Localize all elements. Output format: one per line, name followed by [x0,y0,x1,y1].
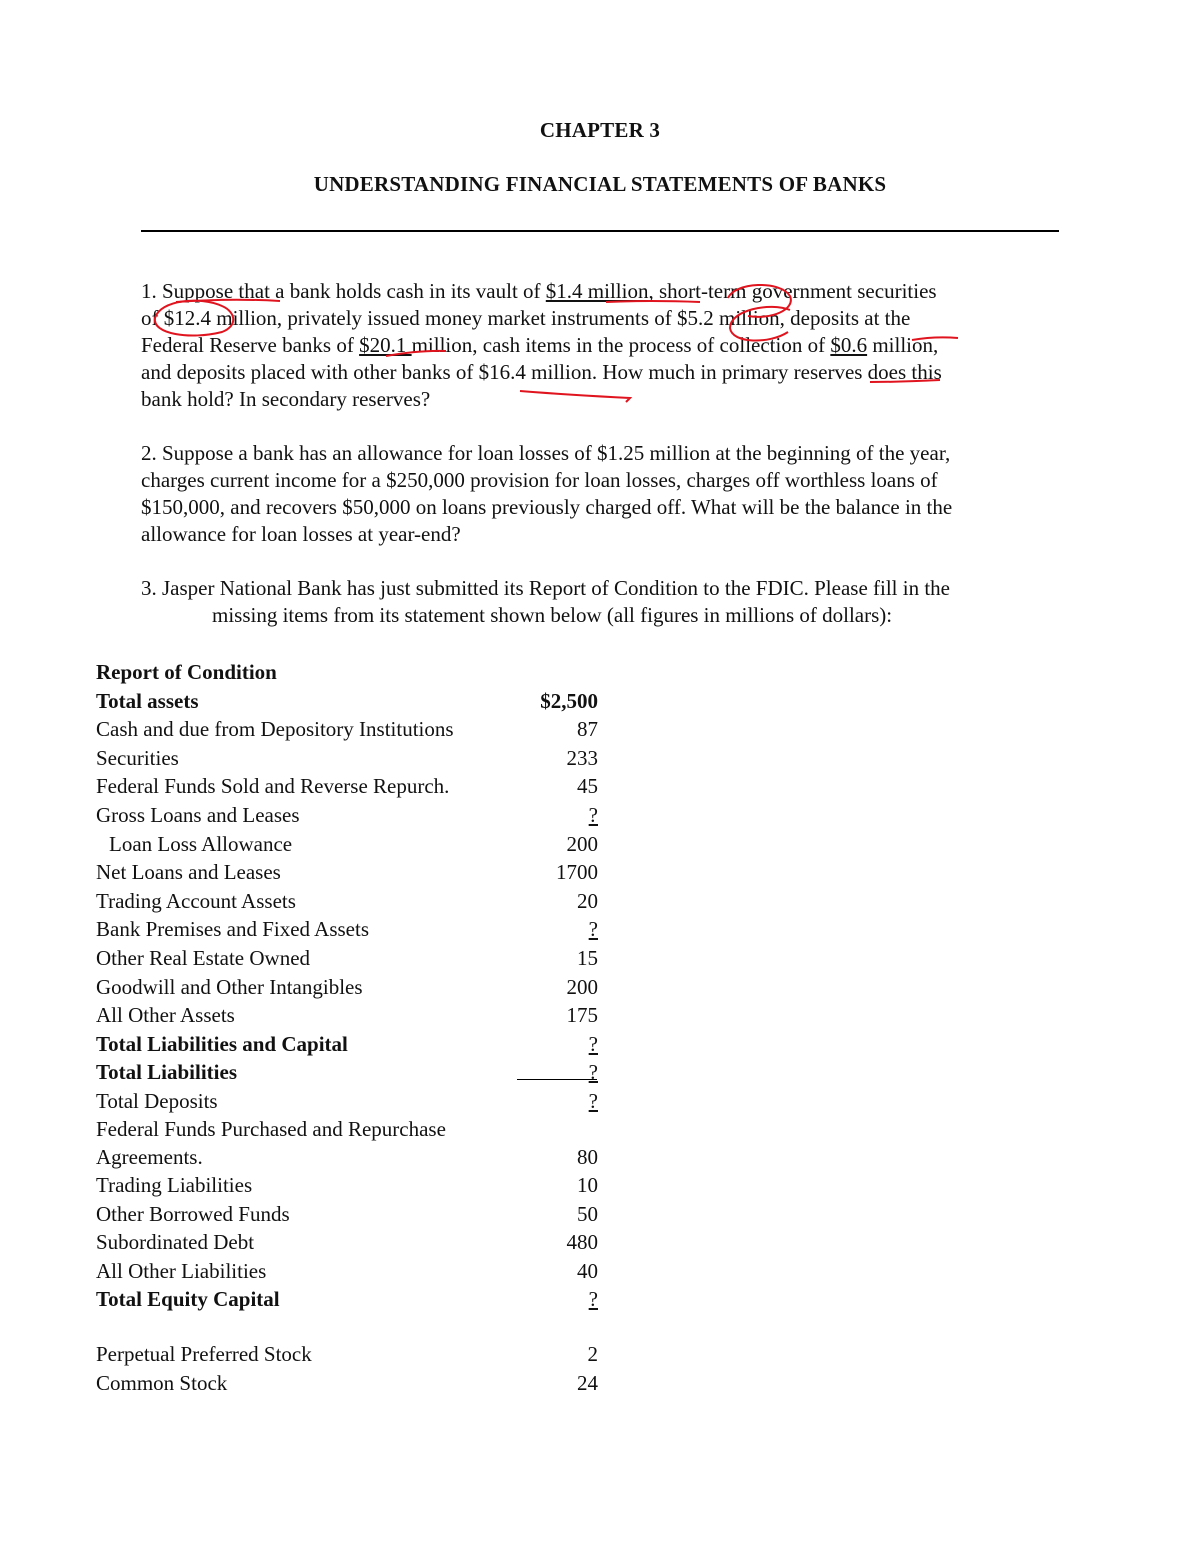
row-value: 24 [577,1370,598,1395]
q1-line-3 [141,332,938,359]
table-row [96,1200,616,1229]
q3-line-2: missing items from its statement shown below (all figures in millions of dollars): [212,603,893,627]
row-value: 200 [566,974,598,999]
q1-line-1 [141,278,937,305]
q2-line-3: $150,000, and recovers $50,000 on loans previously charged off. What will be the balance in the [141,495,953,519]
row-value: $2,500 [540,688,598,713]
row-value: 200 [566,831,598,856]
row-value: 175 [566,1003,598,1028]
row-label: Net Loans and Leases [96,860,281,885]
row-value: 50 [577,1201,598,1226]
row-label: All Other Assets [96,1003,235,1028]
row-value: 45 [577,774,598,799]
report-of-condition-table [96,658,616,1397]
row-label: Total Liabilities [96,1060,238,1085]
row-label: Agreements. [96,1144,203,1169]
row-value-missing: ? [588,1031,598,1056]
annotation-underline-16-4-million [520,391,630,402]
row-label: All Other Liabilities [96,1258,267,1283]
q1-line-1-text-a: 1. Suppose that a bank holds cash in its vault of [141,279,546,303]
row-label: Federal Funds Purchased and Repurchase [96,1116,446,1141]
table-row [96,1340,616,1369]
title-divider [141,230,1059,232]
row-value: 40 [577,1258,598,1283]
table-row [96,830,616,859]
q2-line-4: allowance for loan losses at year-end? [141,522,461,546]
row-label: Goodwill and Other Intangibles [96,974,363,999]
row-value-missing: ? [588,1287,598,1312]
table-row [96,944,616,973]
row-value: 1700 [556,860,598,885]
report-title: Report of Condition [96,660,277,684]
row-value-missing: ? [588,1088,598,1113]
table-row [96,1087,616,1116]
q1-collection-items: $0.6 [830,333,868,357]
row-label: Total Deposits [96,1088,218,1113]
table-row [96,801,616,830]
table-spacer [96,1314,616,1340]
q1-vault-cash: $1.4 million [545,279,649,303]
row-label: Total Equity Capital [96,1287,280,1312]
table-row [96,915,616,944]
row-value: 80 [577,1144,598,1169]
row-value-missing: ? [588,802,598,827]
row-value: 20 [577,888,598,913]
chapter-title: UNDERSTANDING FINANCIAL STATEMENTS OF BANKS [313,172,887,196]
row-value: 15 [577,945,598,970]
q1-line-3-text-c: million, cash items in the process of collection of [411,333,831,357]
row-label: Total assets [96,688,199,713]
table-row [96,687,616,716]
q1-line-4: and deposits placed with other banks of $16.4 million. How much in primary reserves does this [141,360,942,384]
row-label: Federal Funds Sold and Reverse Repurch. [96,774,450,799]
table-row [96,1143,616,1172]
table-row [96,887,616,916]
table-row [96,1257,616,1286]
q1-line-1-text-c: , short-term government securities [648,279,937,303]
table-row [96,715,616,744]
row-label: Cash and due from Depository Institutions [96,717,454,742]
row-label: Bank Premises and Fixed Assets [96,917,369,942]
table-row [96,973,616,1002]
row-label: Total Liabilities and Capital [96,1031,348,1056]
table-row [96,1171,616,1200]
row-value-missing: ? [588,917,598,942]
row-label: Common Stock [96,1370,228,1395]
row-label: Loan Loss Allowance [109,831,293,856]
row-label: Trading Liabilities [96,1173,253,1198]
row-value: 10 [577,1173,598,1198]
q1-line-3-text-a: Federal Reserve banks of [141,333,360,357]
q1-line-5: bank hold? In secondary reserves? [141,387,431,411]
table-row [96,1001,616,1030]
q2-line-2: charges current income for a $250,000 provision for loan losses, charges off worthless loans of [141,468,938,492]
row-value: 233 [566,745,598,770]
table-row [96,1116,616,1143]
total-liabilities-rule [517,1079,597,1080]
q1-fed-deposits: $20.1 [359,333,412,357]
report-title-row [96,658,616,687]
row-label: Gross Loans and Leases [96,802,300,827]
table-row [96,744,616,773]
row-label: Trading Account Assets [96,888,296,913]
row-label: Securities [96,745,179,770]
table-row [96,858,616,887]
row-label: Subordinated Debt [96,1230,255,1255]
row-value: 2 [587,1342,598,1367]
table-row [96,1369,616,1398]
q3-line-1: 3. Jasper National Bank has just submitted its Report of Condition to the FDIC. Please fill in the [141,576,951,600]
row-label: Other Borrowed Funds [96,1201,290,1226]
table-row [96,1030,616,1059]
q2-line-1: 2. Suppose a bank has an allowance for loan losses of $1.25 million at the beginning of the year, [141,441,951,465]
table-row [96,1058,616,1087]
table-row [96,1285,616,1314]
row-value: 480 [566,1230,598,1255]
chapter-heading: CHAPTER 3 [539,118,661,142]
row-value: 87 [577,717,598,742]
row-value-missing: ? [588,1060,598,1085]
q1-line-2: of $12.4 million, privately issued money market instruments of $5.2 million, deposits at the [141,306,911,330]
table-row [96,772,616,801]
q1-line-3-text-e: million, [867,333,939,357]
row-label: Other Real Estate Owned [96,945,311,970]
row-label: Perpetual Preferred Stock [96,1342,312,1367]
table-row [96,1228,616,1257]
